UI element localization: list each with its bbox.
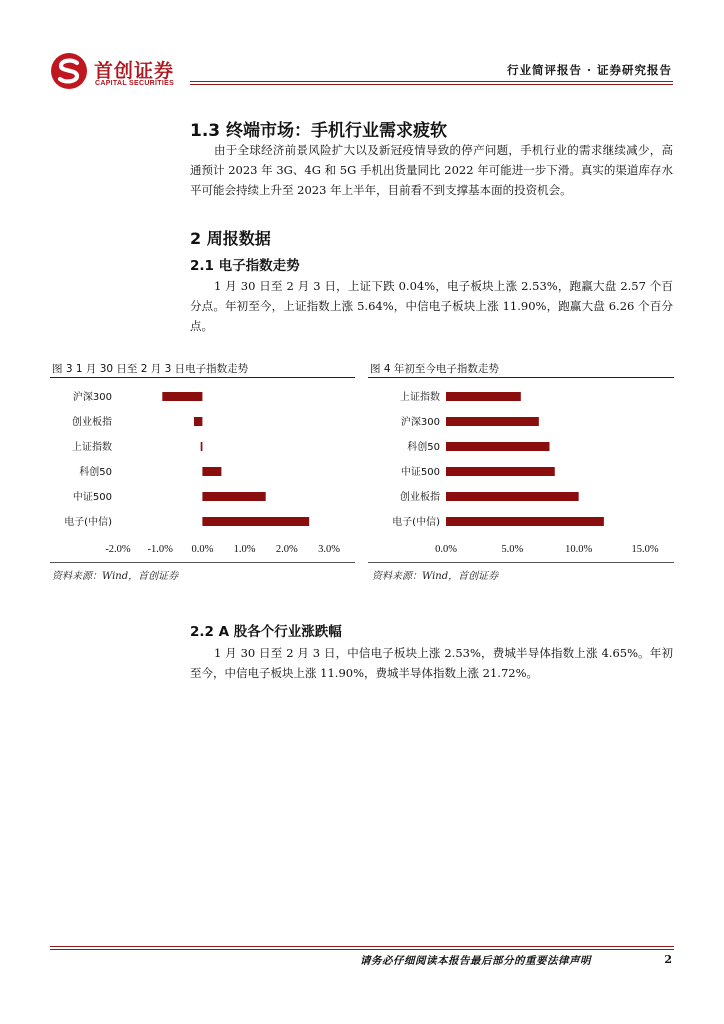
chart-tick-label: 10.0%	[565, 544, 593, 555]
chart-tick-label: 2.0%	[275, 544, 298, 555]
chart-ytd	[368, 378, 674, 558]
chart-bar	[202, 517, 309, 526]
chart-category-label: 创业板指	[72, 417, 112, 428]
chart-tick-label: 0.0%	[435, 544, 457, 555]
figure-4-title: 图 4 年初至今电子指数走势	[370, 363, 499, 375]
chart-tick-label: -2.0%	[105, 544, 131, 555]
figure-4-source: 资料来源：Wind，首创证券	[372, 571, 499, 582]
chart-category-label: 中证500	[72, 492, 112, 503]
chart-tick-label: 15.0%	[631, 544, 659, 555]
chart-category-label: 上证指数	[72, 442, 112, 453]
section-heading-2-2: 2.2 A 股各个行业涨跌幅	[190, 624, 342, 640]
section-heading-2-1: 2.1 电子指数走势	[190, 258, 300, 274]
page-number: 2	[664, 953, 672, 966]
section-paragraph-1-3: 由于全球经济前景风险扩大以及新冠疫情导致的停产问题，手机行业的需求继续减少，高通预计 2023 年 3G、4G 和 5G 手机出货量同比 2022 年可能进一步下滑。真实的渠道库存水平可能会持续上升至 2023 年上半年，目前看不到支撑基本面的投资机会。	[190, 143, 673, 197]
report-type: 行业简评报告 · 证券研究报告	[506, 63, 672, 77]
section-paragraph-2-1: 1 月 30 日至 2 月 3 日，上证下跌 0.04%，电子板块上涨 2.53%，跑赢大盘 2.57 个百分点。年初至今，上证指数上涨 5.64%，中信电子板块上涨 11.90%，跑赢大盘 6.26 个百分点。	[190, 279, 673, 333]
footer-disclaimer: 请务必仔细阅读本报告最后部分的重要法律声明	[360, 955, 591, 967]
chart-bar	[162, 392, 202, 401]
footer-divider	[50, 946, 674, 947]
chart-category-label: 电子(中信)	[64, 517, 112, 528]
chart-bar	[446, 392, 521, 401]
logo-subtitle: CAPITAL SECURITIES	[95, 80, 175, 87]
chart-bar	[446, 417, 539, 426]
section-heading-1-3: 1.3 终端市场：手机行业需求疲软	[190, 121, 448, 141]
chart-category-label: 沪深300	[72, 392, 112, 403]
chart-bar	[446, 442, 549, 451]
chart-category-label: 上证指数	[400, 392, 440, 403]
figure-4-bottom-rule	[368, 562, 674, 563]
chart-svg	[368, 378, 674, 558]
section-heading-2: 2 周报数据	[190, 229, 271, 248]
chart-category-label: 科创50	[407, 442, 440, 453]
figure-3-source: 资料来源：Wind，首创证券	[52, 571, 179, 582]
figure-3-bottom-rule	[50, 562, 355, 563]
chart-bar	[446, 517, 604, 526]
chart-bar	[446, 467, 555, 476]
chart-category-label: 电子(中信)	[392, 517, 440, 528]
chart-bar	[202, 467, 221, 476]
chart-1-30-to-2-3	[50, 378, 355, 558]
chart-tick-label: 5.0%	[501, 544, 524, 555]
chart-tick-label: -1.0%	[147, 544, 173, 555]
chart-bar	[202, 492, 265, 501]
logo-text: 首创证券	[94, 60, 175, 82]
chart-bar	[201, 442, 203, 451]
chart-category-label: 科创50	[79, 467, 112, 478]
footer-divider-secondary	[50, 949, 674, 950]
header-divider	[190, 81, 673, 82]
chart-category-label: 沪深300	[400, 417, 440, 428]
company-logo-icon	[50, 52, 88, 90]
chart-svg	[50, 378, 355, 558]
chart-tick-label: 3.0%	[318, 544, 340, 555]
chart-category-label: 中证500	[400, 467, 440, 478]
chart-tick-label: 1.0%	[233, 544, 256, 555]
chart-bar	[446, 492, 579, 501]
chart-category-label: 创业板指	[400, 492, 440, 503]
header-divider-secondary	[190, 84, 673, 85]
section-paragraph-2-2: 1 月 30 日至 2 月 3 日，中信电子板块上涨 2.53%，费城半导体指数上涨 4.65%。年初至今，中信电子板块上涨 11.90%，费城半导体指数上涨 21.72%。	[190, 646, 673, 680]
figure-3-title: 图 3 1 月 30 日至 2 月 3 日电子指数走势	[52, 363, 249, 375]
chart-bar	[194, 417, 202, 426]
chart-tick-label: 0.0%	[191, 544, 214, 555]
